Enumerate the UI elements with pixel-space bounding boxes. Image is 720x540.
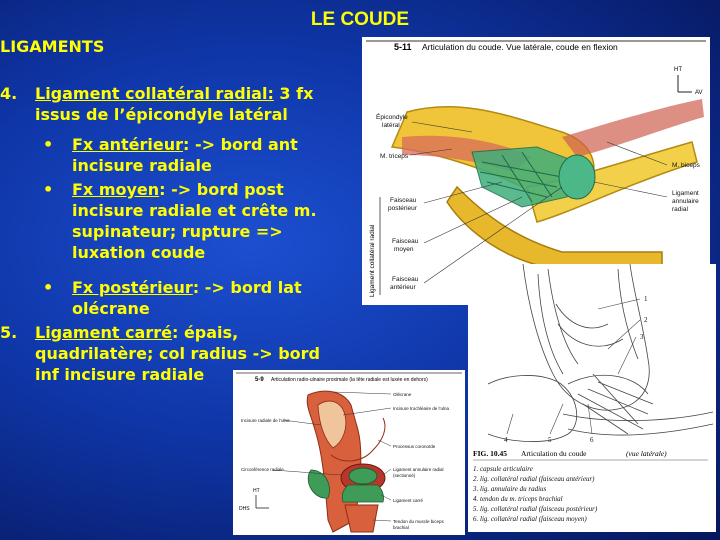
label-epicondyle-2: latéral xyxy=(382,122,400,129)
callout-5: 5 xyxy=(548,436,552,444)
fig-title: Articulation radio-ulnaire proximale (la tête radiale est luxée en dehors) xyxy=(271,377,428,383)
item-heading: Ligament collatéral radial: xyxy=(35,84,274,103)
label-vertical: Ligament collatéral radial xyxy=(369,224,376,297)
label-fx-ant: Faisceau xyxy=(392,276,419,283)
label-fx-moyen-2: moyen xyxy=(394,246,414,253)
figure-radio-ulnar xyxy=(233,370,465,535)
callout-2: 2 xyxy=(644,316,648,324)
orient-right-label: AV xyxy=(695,90,703,96)
item-number: 5. xyxy=(0,323,18,342)
annular-ligament xyxy=(559,155,595,199)
label-epicondyle: Épicondyle xyxy=(376,114,408,121)
item-text: : épais, xyxy=(171,323,239,342)
label-sectioned: (sectionné) xyxy=(393,473,416,478)
legend-item: 2. lig. collatéral radial (faisceau antérieur) xyxy=(473,475,595,483)
caption-fig-number: FIG. 10.45 xyxy=(473,449,507,458)
label-annular: Ligament xyxy=(672,190,699,197)
bullet-text-line: incisure radiale xyxy=(72,156,212,175)
bullet-icon: • xyxy=(43,135,54,154)
legend-item: 5. lig. collatéral radial (faisceau postérieur) xyxy=(473,505,598,513)
label-olecranon: Olécrane xyxy=(393,392,412,397)
legend-item: 6. lig. collatéral radial (faisceau moyen) xyxy=(473,515,587,523)
label-annular-3: radial xyxy=(672,206,688,213)
label-biceps: M. biceps xyxy=(672,162,700,169)
orient-up-label: HT xyxy=(253,488,260,494)
bullet-label: Fx antérieur xyxy=(72,135,184,154)
bullet-text: : -> bord ant xyxy=(183,135,298,154)
bullet-text: : -> bord lat xyxy=(192,278,302,297)
item-text-line: inf incisure radiale xyxy=(35,365,205,384)
label-triceps: M. triceps xyxy=(380,153,409,160)
callout-1: 1 xyxy=(644,295,648,303)
bullet-label: Fx moyen xyxy=(72,180,160,199)
orient-left-label: DHS xyxy=(239,506,250,512)
label-quadrate: Ligament carré xyxy=(393,498,424,503)
bullet-icon: • xyxy=(43,278,54,297)
label-radial-notch: Incisure radiale de l’ulna xyxy=(241,418,290,423)
item-text: 3 fx xyxy=(273,84,314,103)
label-annular: Ligament annulaire radial xyxy=(393,467,444,472)
callout-3: 3 xyxy=(640,333,644,341)
fig-number: 5-9 xyxy=(255,377,264,383)
caption-title: Articulation du coude xyxy=(521,449,587,458)
radial-head xyxy=(349,468,377,484)
quadrate-ligament xyxy=(342,485,383,502)
callout-6: 6 xyxy=(590,436,594,444)
label-circumference: Circonférence radiale xyxy=(241,467,284,472)
label-coronoid: Processus coronoïde xyxy=(393,444,436,449)
bullet-text-line: supinateur; rupture => xyxy=(72,222,283,241)
legend-item: 4. tendon du m. triceps brachial xyxy=(473,495,563,503)
legend-item: 3. lig. annulaire du radius xyxy=(473,485,547,493)
label-fx-ant-2: antérieur xyxy=(390,284,416,291)
label-fx-post-2: postérieur xyxy=(388,205,417,212)
bullet-text-line: luxation coude xyxy=(72,243,206,262)
slide-title: LE COUDE xyxy=(310,9,410,30)
label-annular-2: annulaire xyxy=(672,198,699,205)
label-biceps-tendon: Tendon du muscle biceps xyxy=(393,519,444,524)
item-number: 4. xyxy=(0,84,18,103)
item-text-line: issus de l’épicondyle latéral xyxy=(35,105,288,124)
label-fx-moyen: Faisceau xyxy=(392,238,419,245)
fig-number: 5-11 xyxy=(394,42,412,52)
section-heading: LIGAMENTS xyxy=(0,37,105,56)
figure-line-drawing-svg xyxy=(468,264,716,532)
bullet-icon: • xyxy=(43,180,54,199)
orient-up-label: HT xyxy=(674,67,682,73)
bullet-label: Fx postérieur xyxy=(72,278,193,297)
label-fx-post: Faisceau xyxy=(390,197,417,204)
caption-view: (vue latérale) xyxy=(626,449,667,458)
label-biceps-tendon-2: brachial xyxy=(393,525,409,530)
figure-line-drawing xyxy=(468,264,716,532)
item-text-line: quadrilatère; col radius -> bord xyxy=(35,344,321,363)
item-heading: Ligament carré xyxy=(35,323,172,342)
figure-radio-ulnar-svg xyxy=(233,370,465,535)
bullet-text-line: incisure radiale et crête m. xyxy=(72,201,317,220)
fig-title: Articulation du coude. Vue latérale, coude en flexion xyxy=(422,42,618,52)
label-trochlear: Incisure trochléaire de l’ulna xyxy=(393,406,450,411)
legend-item: 1. capsule articulaire xyxy=(473,465,533,473)
bullet-text: : -> bord post xyxy=(159,180,284,199)
bullet-text-line: olécrane xyxy=(72,299,150,318)
callout-4: 4 xyxy=(504,436,508,444)
